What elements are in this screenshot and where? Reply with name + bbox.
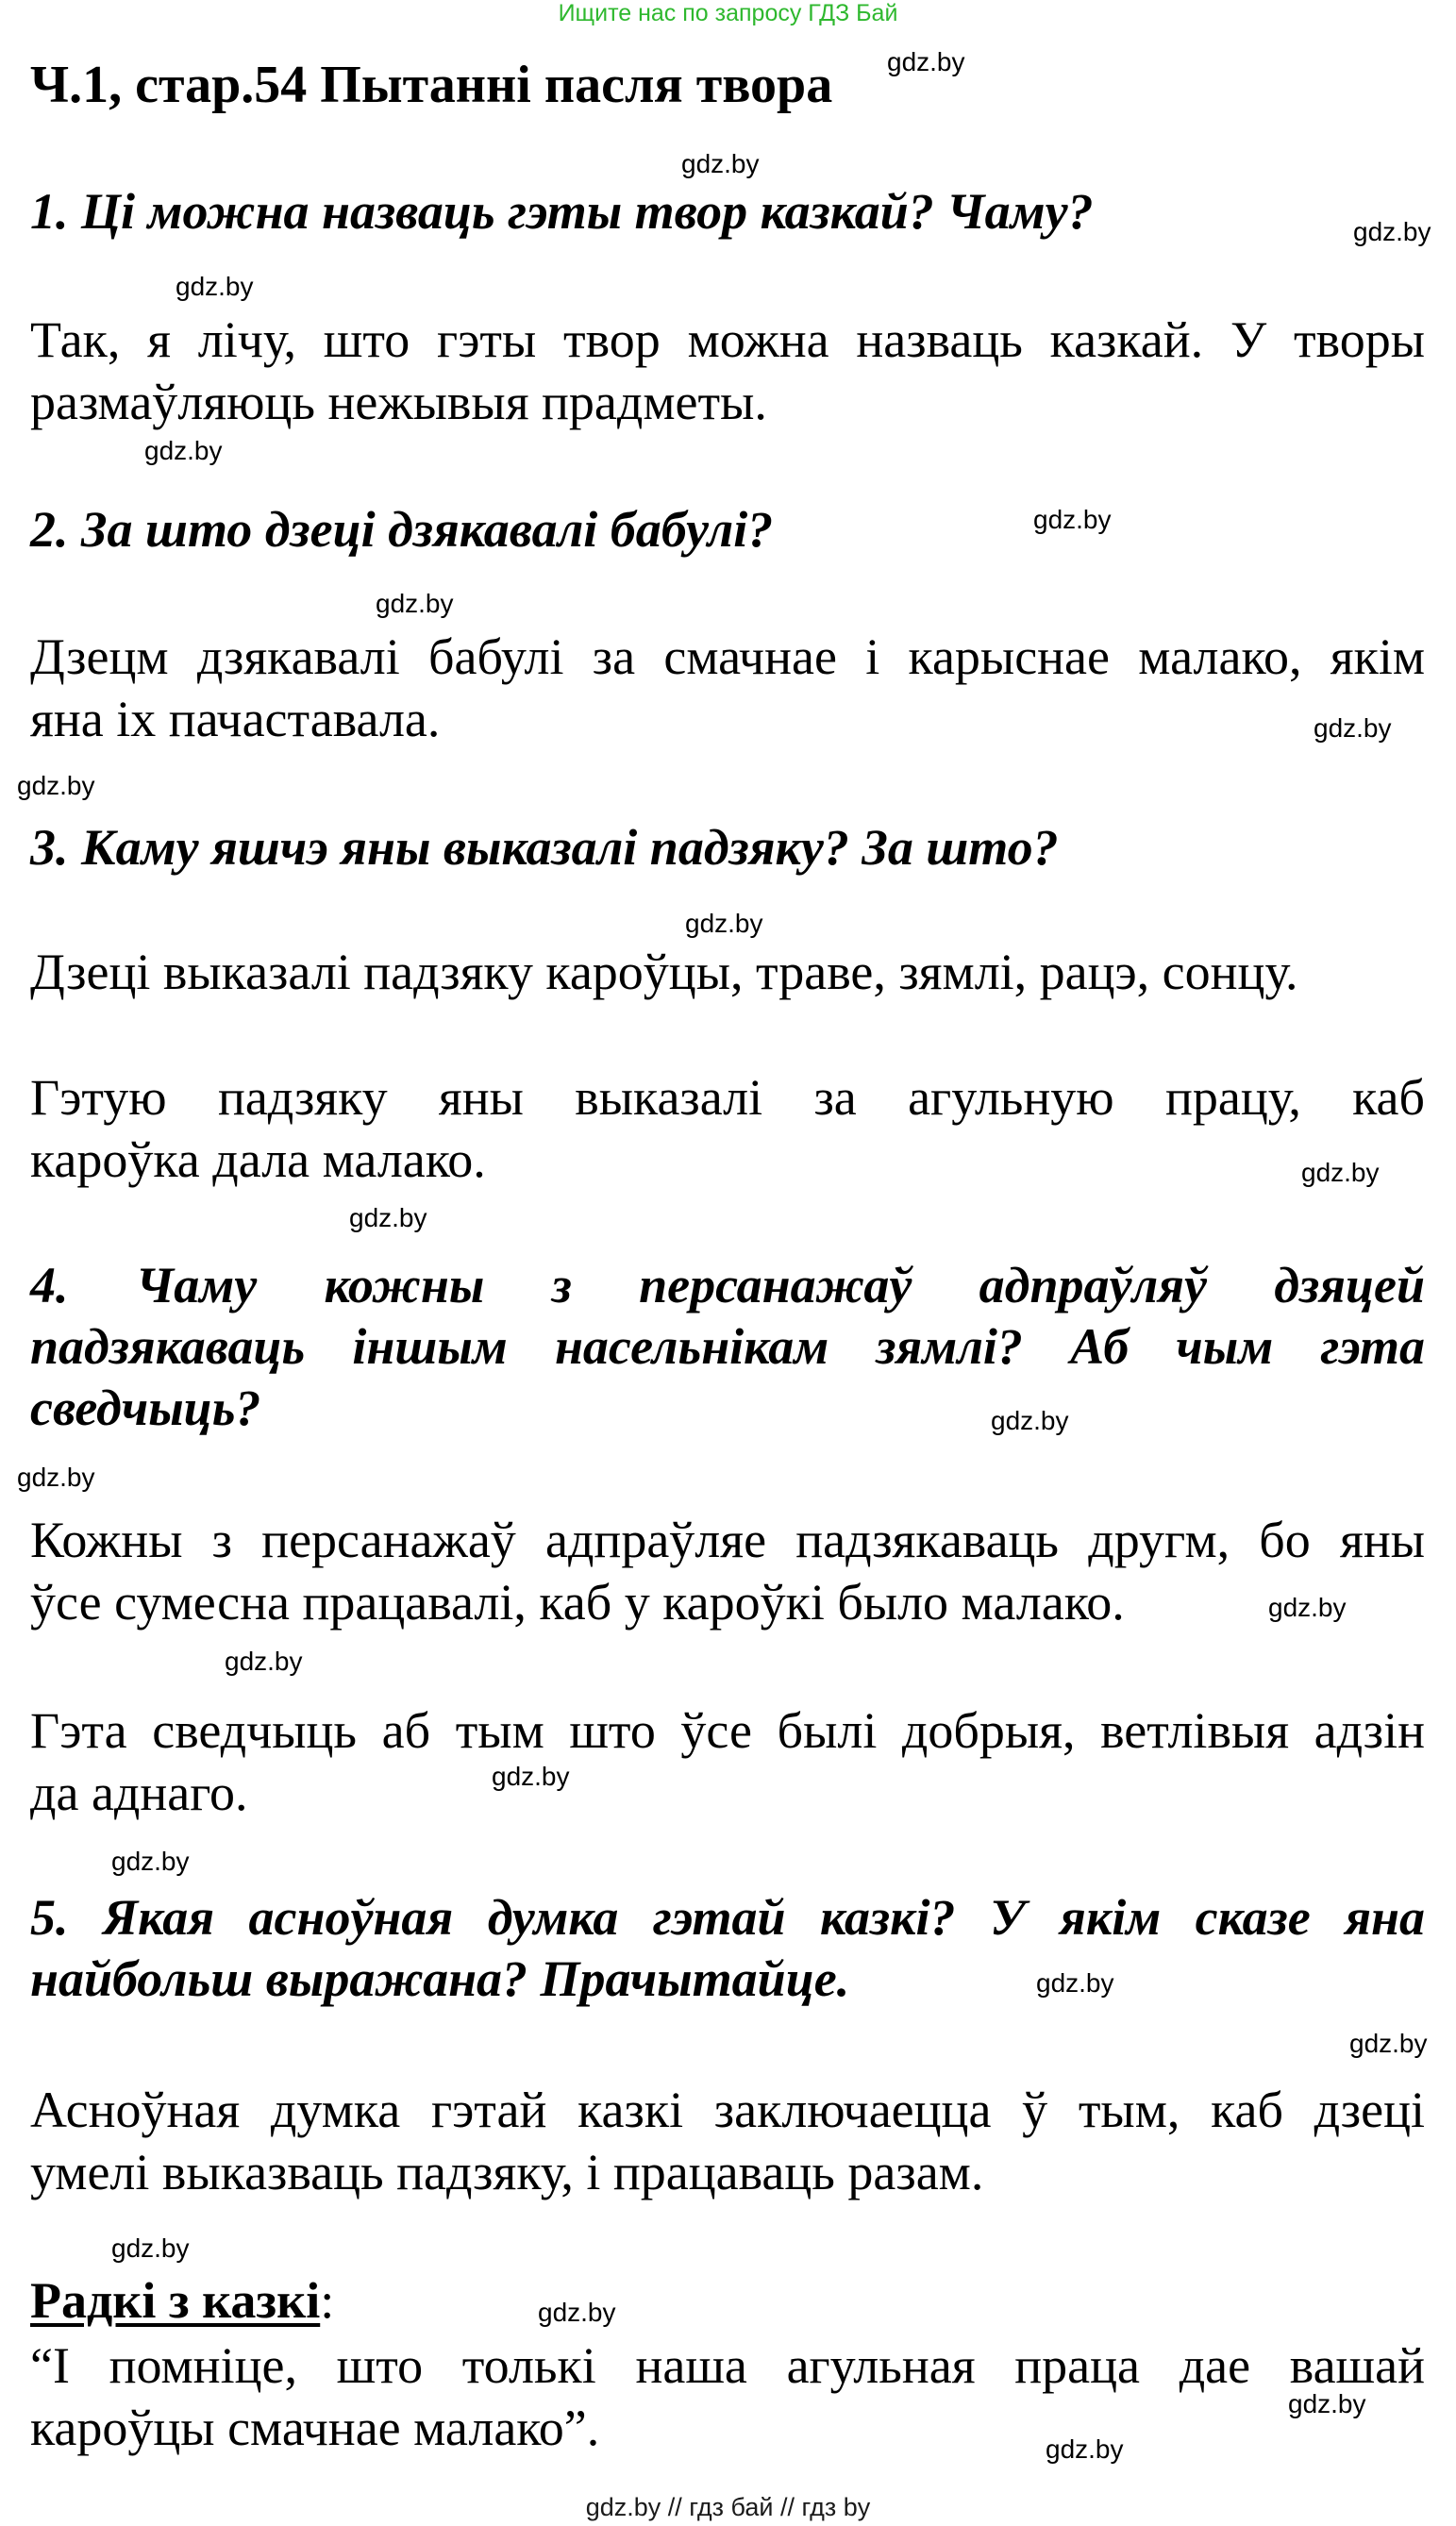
watermark: gdz.by [1036,1968,1114,1998]
question-line: падзякаваць іншым насельнікам зямлі? Аб чым гэта [30,1318,1425,1375]
answer-line: Дзецм дзякавалі бабулі за смачнае і карыснае малако, якім [30,628,1425,685]
question-line: сведчыць? [30,1380,261,1436]
answer-line: Так, я лічу, што гэты твор можна назваць казкай. У творы [30,311,1425,368]
question-5 [30,1887,1425,2010]
answer-line: яна іх пачаставала. [30,691,441,747]
watermark: gdz.by [1301,1158,1380,1187]
quote-heading-text: Радкі з казкі [30,2272,321,2329]
answer-line: Дзеці выказалі падзяку кароўцы, траве, зямлі, рацэ, сонцу. [30,944,1298,1000]
watermark: gdz.by [538,2298,616,2327]
watermark: gdz.by [17,771,95,800]
footer[interactable]: gdz.by // гдз бай // гдз by [585,2493,871,2521]
watermark: gdz.by [176,272,254,301]
watermark: gdz.by [887,47,965,76]
answer-line: Гэта сведчыць аб тым што ўсе былі добрыя, ветлівыя адзін [30,1702,1425,1759]
answer-line: кароўка дала малако. [30,1131,486,1188]
answer-3b [30,1066,1425,1191]
watermark: gdz.by [1288,2389,1366,2418]
quote-text [30,2334,1425,2459]
answer-line: да аднаго. [30,1765,248,1821]
answer-1 [30,309,1425,433]
watermark: gdz.by [349,1203,427,1232]
question-4 [30,1255,1425,1439]
question-3: 3. Каму яшчэ яны выказалі падзяку? За што? [30,819,1059,876]
page-title: Ч.1, стар.54 Пытанні пасля твора [30,56,833,114]
answer-2 [30,626,1425,750]
answer-3a [30,941,1425,1003]
answer-line: Кожны з персанажаў адпраўляе падзякаваць другм, бо яны [30,1512,1425,1568]
quote-line: кароўцы смачнае малако”. [30,2400,600,2456]
answer-5 [30,2079,1425,2203]
answer-4b [30,1699,1425,1824]
watermark: gdz.by [1314,713,1392,743]
answer-4a [30,1509,1425,1633]
watermark: gdz.by [1033,505,1112,534]
quote-heading-colon: : [320,2272,335,2329]
quote-heading [30,2269,334,2332]
answer-line: Асноўная думка гэтай казкі заключаецца ў тым, каб дзеці [30,2082,1425,2138]
question-line: найбольш выражана? Прачытайце. [30,1950,850,2007]
watermark: gdz.by [681,149,760,178]
watermark: gdz.by [376,589,454,618]
answer-line: Гэтую падзяку яны выказалі за агульную працу, каб [30,1069,1425,1126]
watermark: gdz.by [225,1647,303,1676]
question-line: 5. Якая асноўная думка гэтай казкі? У якім сказе яна [30,1889,1425,1946]
watermark: gdz.by [685,909,763,938]
question-2: 2. За што дзеці дзякавалі бабулі? [30,501,774,558]
watermark: gdz.by [17,1463,95,1492]
answer-line: размаўляюць нежывыя прадметы. [30,374,767,430]
watermark: gdz.by [492,1762,570,1791]
top-banner[interactable]: Ищите нас по запросу ГДЗ Бай [558,0,898,26]
quote-line: “І помніце, што толькі наша агульная праца дае вашай [30,2337,1425,2394]
watermark: gdz.by [111,2233,190,2263]
watermark: gdz.by [144,436,223,465]
watermark: gdz.by [991,1406,1069,1435]
watermark: gdz.by [1349,2029,1428,2058]
question-1: 1. Ці можна назваць гэты твор казкай? Чаму? [30,183,1094,240]
question-line: 4. Чаму кожны з персанажаў адпраўляў дзяцей [30,1257,1425,1313]
watermark: gdz.by [111,1847,190,1876]
watermark: gdz.by [1268,1593,1347,1622]
answer-line: ўсе сумесна працавалі, каб у кароўкі было малако. [30,1574,1125,1631]
watermark: gdz.by [1046,2434,1124,2464]
answer-line: умелі выказваць падзяку, і працаваць разам. [30,2144,984,2200]
watermark: gdz.by [1353,217,1431,246]
